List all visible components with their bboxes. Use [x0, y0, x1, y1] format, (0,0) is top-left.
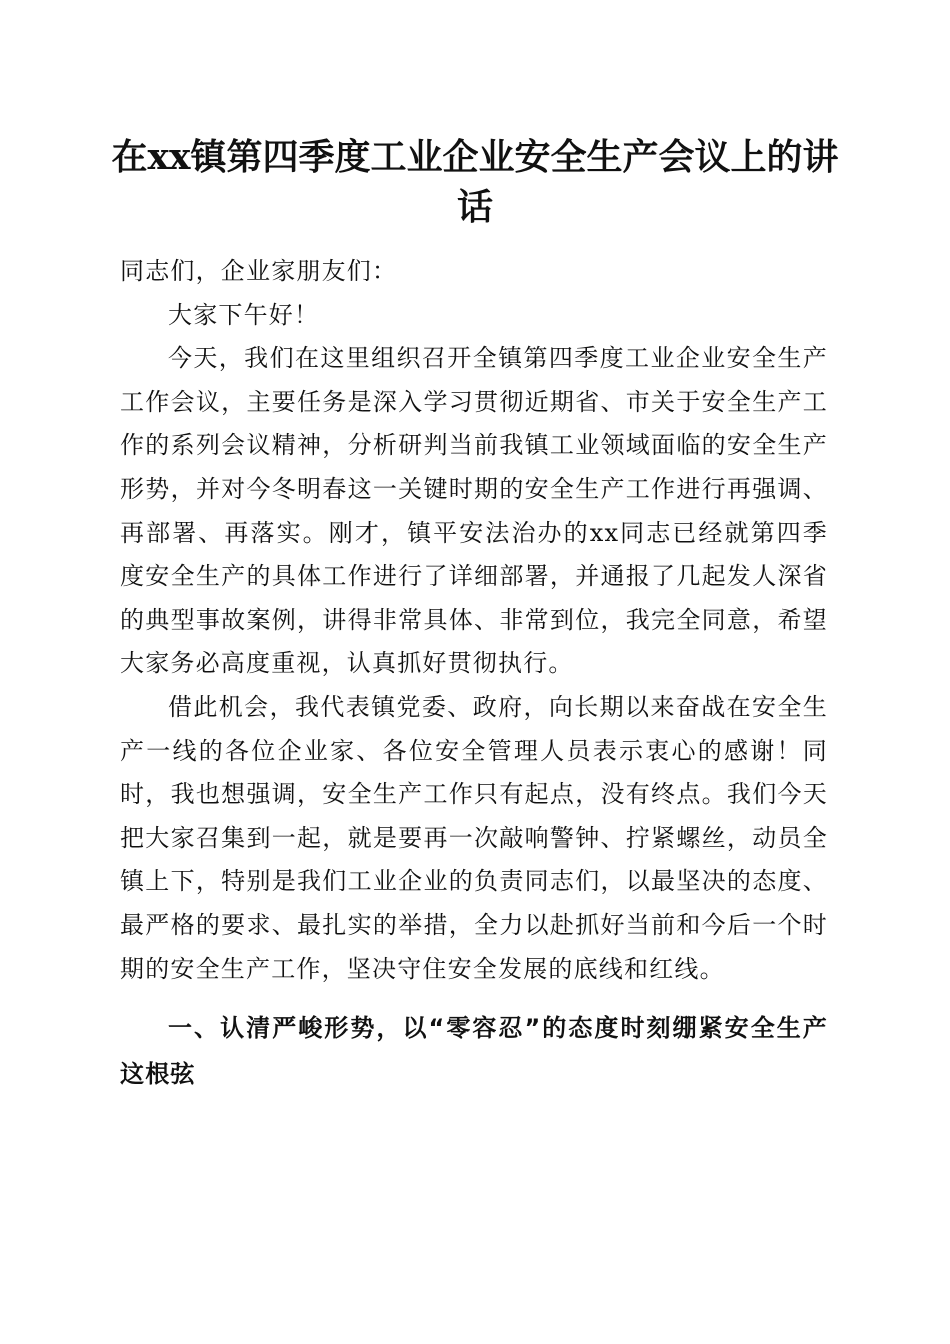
paragraph-2: 借此机会，我代表镇党委、政府，向长期以来奋战在安全生产一线的各位企业家、各位安全管理人员表示衷心的感谢！同时，我也想强调，安全生产工作只有起点，没有终点。我们今天把大家召集到一起，就是要再一次敲响警钟、拧紧螺丝，动员全镇上下，特别是我们工业企业的负责同志们，以最坚决的态度、最严格的要求、最扎实的举措，全力以赴抓好当前和今后一个时期的安全生产工作，坚决守住安全发展的底线和红线。 — [120, 692, 828, 983]
salutation: 同志们，企业家朋友们： — [120, 257, 398, 285]
section-heading: 一、认清严峻形势，以“零容忍”的态度时刻绷紧安全生产这根弦 — [120, 1014, 828, 1089]
greeting: 大家下午好！ — [168, 300, 320, 329]
document-title: 在xx镇第四季度工业企业安全生产会议上的讲话 — [111, 136, 839, 228]
document-body — [120, 250, 828, 1097]
paragraph-1: 今天，我们在这里组织召开全镇第四季度工业企业安全生产工作会议，主要任务是深入学习贯彻近期省、市关于安全生产工作的系列会议精神，分析研判当前我镇工业领域面临的安全生产形势，并对今冬明春这一关键时期的安全生产工作进行再强调、再部署、再落实。刚才，镇平安法治办的xx同志已经就第四季度安全生产的具体工作进行了详细部署，并通报了几起发人深省的典型事故案例，讲得非常具体、非常到位，我完全同意，希望大家务必高度重视，认真抓好贯彻执行。 — [120, 344, 828, 678]
